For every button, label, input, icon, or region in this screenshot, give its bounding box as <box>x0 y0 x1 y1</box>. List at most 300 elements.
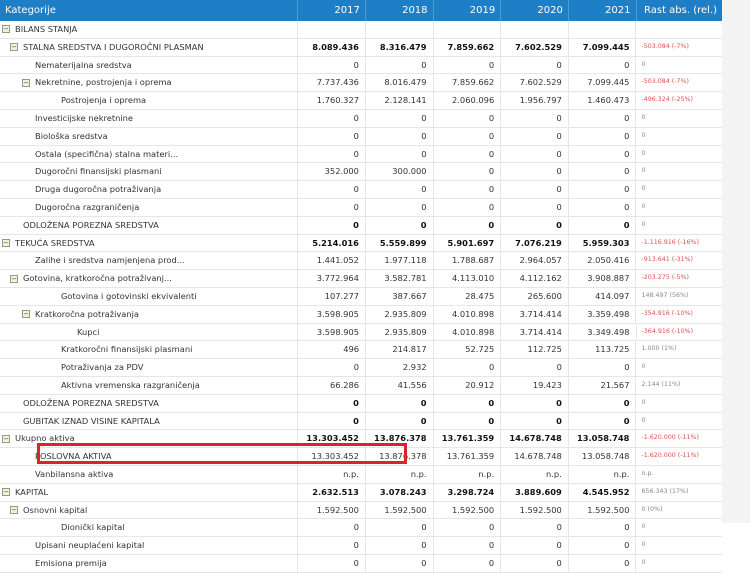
value-2021: 113.725 <box>569 341 637 358</box>
row-category <box>0 163 298 180</box>
value-2019: 52.725 <box>434 341 502 358</box>
row-category <box>0 21 298 38</box>
table-row[interactable] <box>0 181 722 199</box>
rast-cell <box>636 163 722 180</box>
value-2018: 3.582.781 <box>366 270 434 287</box>
value-2018: 0 <box>366 217 434 234</box>
value-2017: 0 <box>298 110 366 127</box>
value-2021: 0 <box>569 395 637 412</box>
value-2021: 0 <box>569 163 637 180</box>
rast-cell <box>636 92 721 109</box>
value-2018: 2.932 <box>366 359 434 376</box>
row-label: Dionički kapital <box>61 522 125 533</box>
value-2021: 7.099.445 <box>569 39 637 56</box>
collapse-toggle-icon[interactable]: − <box>23 78 29 87</box>
value-2017: 1.441.052 <box>298 252 366 269</box>
rast-value: 656.343 (17%) <box>641 487 689 495</box>
rast-cell <box>636 341 721 358</box>
value-2020: 7.602.529 <box>501 39 569 56</box>
value-2017: 107.277 <box>298 288 366 305</box>
value-2019: 0 <box>434 555 502 572</box>
value-2017: 2.632.513 <box>298 484 366 501</box>
rast-value: 0 <box>641 220 646 228</box>
value-2018: 0 <box>366 110 434 127</box>
value-2021: 0 <box>569 413 637 430</box>
row-label: Dugoročni finansijski plasmani <box>35 166 162 177</box>
value-2019: 2.060.096 <box>434 92 502 109</box>
table-row[interactable] <box>0 110 722 128</box>
table-row[interactable] <box>0 57 722 75</box>
value-2018: 41.556 <box>366 377 434 394</box>
row-label: Aktivna vremenska razgraničenja <box>61 379 200 390</box>
value-2020: 7.602.529 <box>501 74 569 91</box>
value-2021: 0 <box>569 181 637 198</box>
value-2021: 0 <box>569 217 637 234</box>
table-row[interactable] <box>0 92 722 110</box>
rast-cell <box>636 502 722 519</box>
table-row[interactable] <box>0 324 722 342</box>
rast-value: 1.000 (1%) <box>641 345 677 353</box>
row-label: Emisiona premija <box>35 557 107 568</box>
value-2017 <box>298 21 366 38</box>
collapse-toggle-icon[interactable]: − <box>11 505 17 514</box>
rast-value: 0 <box>641 541 646 549</box>
value-2018: 0 <box>366 537 434 554</box>
value-2017: 0 <box>298 395 366 412</box>
value-2019: n.p. <box>434 466 502 483</box>
rast-cell <box>636 146 722 163</box>
value-2019: 20.912 <box>434 377 502 394</box>
collapse-toggle-icon[interactable]: − <box>11 274 17 283</box>
collapse-toggle-icon[interactable]: − <box>3 488 9 497</box>
value-2020: 1.592.500 <box>501 502 569 519</box>
row-category <box>0 128 298 145</box>
row-label: BILANS STANJA <box>15 24 78 34</box>
row-label: TEKUĆA SREDSTVA <box>15 237 95 248</box>
value-2018: 0 <box>366 146 434 163</box>
value-2021: 0 <box>569 555 637 572</box>
table-row[interactable] <box>0 252 722 270</box>
table-row[interactable] <box>0 466 722 484</box>
value-2019: 0 <box>434 537 502 554</box>
value-2017: 3.772.964 <box>298 270 366 287</box>
row-category <box>0 519 298 536</box>
rast-cell <box>636 395 722 412</box>
collapse-toggle-icon[interactable]: − <box>3 238 9 247</box>
collapse-toggle-icon[interactable]: − <box>3 434 9 443</box>
row-label: Kratkoročna potraživanja <box>35 308 140 319</box>
rast-value: -1.116.916 (-16%) <box>641 238 699 246</box>
rast-cell <box>636 199 722 216</box>
row-label: Upisani neuplaćeni kapital <box>35 540 145 551</box>
value-2020: 3.714.414 <box>501 324 569 341</box>
rast-value: -503.084 (-7%) <box>641 78 689 86</box>
rast-cell <box>636 519 721 536</box>
rast-value: 0 <box>641 558 646 566</box>
rast-value: 0 <box>641 167 646 175</box>
table-row[interactable] <box>0 341 722 359</box>
value-2017: 1.592.500 <box>298 502 366 519</box>
table-header <box>0 0 722 21</box>
value-2017: 13.303.452 <box>298 448 366 465</box>
row-label: Nematerijalna sredstva <box>35 59 132 70</box>
collapse-toggle-icon[interactable]: − <box>11 43 17 52</box>
value-2017: 0 <box>298 217 366 234</box>
row-label: Gotovina, kratkoročna potraživanj... <box>23 273 172 284</box>
row-category <box>0 555 298 572</box>
rast-cell <box>636 377 721 394</box>
row-category <box>0 110 298 127</box>
table-row[interactable] <box>0 502 722 520</box>
value-2020: 0 <box>501 519 569 536</box>
value-2021: 3.908.887 <box>569 270 637 287</box>
value-2018: 0 <box>366 413 434 430</box>
value-2018: n.p. <box>366 466 434 483</box>
table-row[interactable] <box>0 359 722 377</box>
value-2019: 4.010.898 <box>434 306 502 323</box>
row-category <box>0 181 298 198</box>
value-2020: 19.423 <box>501 377 569 394</box>
value-2017: 66.286 <box>298 377 366 394</box>
value-2019: 0 <box>434 395 502 412</box>
value-2019: 5.901.697 <box>434 235 502 252</box>
value-2018: 5.559.899 <box>366 235 434 252</box>
value-2019: 13.761.359 <box>434 448 502 465</box>
table-row[interactable] <box>0 270 722 288</box>
rast-cell <box>636 217 722 234</box>
row-label: Ostala (specifična) stalna materi... <box>35 148 179 159</box>
value-2017: 3.598.905 <box>298 324 366 341</box>
value-2020: 14.678.748 <box>501 448 569 465</box>
value-2017: 0 <box>298 199 366 216</box>
table-row[interactable] <box>0 413 722 431</box>
rast-value: 0 (0%) <box>641 505 663 513</box>
table-row[interactable] <box>0 377 722 395</box>
row-label: Nekretnine, postrojenja i oprema <box>35 77 172 88</box>
row-category <box>0 502 298 519</box>
value-2017: 7.737.436 <box>298 74 366 91</box>
row-label: Investicijske nekretnine <box>35 112 134 123</box>
value-2018: 2.128.141 <box>366 92 434 109</box>
value-2020: 0 <box>501 57 569 74</box>
rast-value: 2.144 (11%) <box>641 380 681 388</box>
value-2018: 1.977.118 <box>366 252 434 269</box>
value-2017: 0 <box>298 413 366 430</box>
value-2018: 13.876.378 <box>366 448 434 465</box>
value-2019: 0 <box>434 128 502 145</box>
table-row[interactable] <box>0 21 722 39</box>
row-category <box>0 146 298 163</box>
rast-value: -1.620.000 (-11%) <box>641 434 699 442</box>
rast-cell <box>636 359 721 376</box>
value-2021: 414.097 <box>569 288 637 305</box>
value-2021 <box>569 21 637 38</box>
value-2020: 0 <box>501 537 569 554</box>
row-category <box>0 217 298 234</box>
value-2020: 0 <box>501 163 569 180</box>
table-row[interactable] <box>0 146 722 164</box>
value-2020: 112.725 <box>501 341 569 358</box>
rast-cell <box>636 128 722 145</box>
value-2018: 2.935.809 <box>366 306 434 323</box>
value-2021: 0 <box>569 537 637 554</box>
row-label: ODLOŽENA PORЕZNA SREDSTVA <box>23 219 159 230</box>
value-2019: 0 <box>434 181 502 198</box>
value-2019: 0 <box>434 163 502 180</box>
row-category <box>0 413 298 430</box>
value-2018: 13.876.378 <box>366 430 434 447</box>
row-category <box>0 199 298 216</box>
row-category <box>0 288 298 305</box>
row-label: Dugoročna razgraničenja <box>35 201 140 212</box>
rast-cell <box>636 448 722 465</box>
value-2021: 3.349.498 <box>569 324 637 341</box>
rast-value: 0 <box>641 113 646 121</box>
value-2020: 0 <box>501 359 569 376</box>
rast-value: -503.084 (-7%) <box>641 42 689 50</box>
table-row[interactable] <box>0 199 722 217</box>
value-2021: 7.099.445 <box>569 74 637 91</box>
value-2018: 8.316.479 <box>366 39 434 56</box>
table-body <box>0 21 722 573</box>
value-2018: 0 <box>366 555 434 572</box>
row-label: Biološka sredstva <box>35 130 108 141</box>
row-label: ODLOŽENA PORЕZNA SREDSTVA <box>23 397 159 408</box>
value-2019: 1.788.687 <box>434 252 502 269</box>
highlight-box-kapital <box>37 443 407 464</box>
table-row[interactable] <box>0 128 722 146</box>
table-row[interactable] <box>0 39 722 57</box>
value-2020: 0 <box>501 413 569 430</box>
value-2017: 8.089.436 <box>298 39 366 56</box>
row-label: Zalihe i sredstva namjenjena prod... <box>35 255 185 266</box>
row-category <box>0 74 298 91</box>
rast-value: 0 <box>641 149 646 157</box>
row-category <box>0 57 298 74</box>
rast-value: -913.641 (-31%) <box>641 256 693 264</box>
value-2018: 8.016.479 <box>366 74 434 91</box>
value-2020: 0 <box>501 128 569 145</box>
value-2017: 496 <box>298 341 366 358</box>
value-2017: 0 <box>298 146 366 163</box>
rast-value: 0 <box>641 523 646 531</box>
table-row[interactable] <box>0 537 722 555</box>
scrollbar-track[interactable] <box>722 0 750 523</box>
value-2020: 0 <box>501 395 569 412</box>
value-2019: 0 <box>434 359 502 376</box>
row-label: Kupci <box>77 326 100 337</box>
value-2019: 1.592.500 <box>434 502 502 519</box>
value-2021: 4.545.952 <box>569 484 637 501</box>
value-2021: 13.058.748 <box>569 448 637 465</box>
header-year-2018[interactable]: 2018 <box>366 0 434 21</box>
table-row[interactable] <box>0 288 722 306</box>
value-2017: 3.598.905 <box>298 306 366 323</box>
value-2021: 2.050.416 <box>569 252 637 269</box>
row-category <box>0 466 298 483</box>
value-2020: 0 <box>501 181 569 198</box>
value-2017: 0 <box>298 359 366 376</box>
collapse-toggle-icon[interactable]: − <box>3 25 9 34</box>
value-2021: 0 <box>569 57 637 74</box>
rast-value: -203.275 (-5%) <box>641 274 689 282</box>
value-2018: 0 <box>366 395 434 412</box>
value-2017: 0 <box>298 181 366 198</box>
value-2019: 0 <box>434 199 502 216</box>
value-2020: 0 <box>501 110 569 127</box>
rast-value: 148.497 (56%) <box>641 291 689 299</box>
value-2018: 0 <box>366 199 434 216</box>
row-category <box>0 395 298 412</box>
rast-value: 0 <box>641 185 646 193</box>
value-2018: 300.000 <box>366 163 434 180</box>
row-label: Gotovina i gotovinski ekvivalenti <box>61 290 197 301</box>
rast-value: 0 <box>641 363 646 371</box>
row-category <box>0 484 298 501</box>
table-row[interactable] <box>0 519 722 537</box>
table-row[interactable] <box>0 306 722 324</box>
header-year-2017[interactable]: 2017 <box>298 0 366 21</box>
rast-value: 0 <box>641 416 646 424</box>
header-year-2020[interactable]: 2020 <box>501 0 569 21</box>
value-2020: 0 <box>501 199 569 216</box>
value-2020: 3.889.609 <box>501 484 569 501</box>
value-2019: 4.010.898 <box>434 324 502 341</box>
row-category <box>0 359 298 376</box>
value-2021: 3.359.498 <box>569 306 637 323</box>
value-2021: 0 <box>569 110 637 127</box>
rast-cell <box>636 252 722 269</box>
row-category <box>0 324 298 341</box>
value-2021: 0 <box>569 519 637 536</box>
rast-cell <box>636 413 722 430</box>
value-2020 <box>501 21 569 38</box>
value-2018 <box>366 21 434 38</box>
row-category <box>0 341 298 358</box>
row-label: Osnovni kapital <box>23 504 88 515</box>
table-row[interactable] <box>0 235 722 253</box>
value-2021: 0 <box>569 128 637 145</box>
row-category <box>0 306 298 323</box>
value-2020: 4.112.162 <box>501 270 569 287</box>
value-2018: 214.817 <box>366 341 434 358</box>
row-label: GUBITAK IZNAD VISINE KAPITALA <box>23 415 160 426</box>
row-label: KAPITAL <box>15 486 49 497</box>
rast-cell <box>636 39 722 56</box>
value-2019: 13.761.359 <box>434 430 502 447</box>
value-2019: 0 <box>434 146 502 163</box>
value-2019: 7.859.662 <box>434 74 502 91</box>
value-2019: 4.113.010 <box>434 270 502 287</box>
value-2017: 0 <box>298 537 366 554</box>
value-2017: 352.000 <box>298 163 366 180</box>
collapse-toggle-icon[interactable]: − <box>23 310 29 319</box>
value-2018: 0 <box>366 181 434 198</box>
row-category <box>0 377 298 394</box>
value-2017: 13.303.452 <box>298 430 366 447</box>
value-2020: 14.678.748 <box>501 430 569 447</box>
table-row[interactable] <box>0 395 722 413</box>
rast-cell <box>636 288 721 305</box>
rast-value: -364.916 (-10%) <box>641 327 694 335</box>
rast-cell <box>636 555 722 572</box>
row-label: Ukupno aktiva <box>15 433 75 444</box>
rast-value: 0 <box>641 131 646 139</box>
row-label: POSLOVNA AKTIVA <box>35 451 112 462</box>
value-2018: 0 <box>366 57 434 74</box>
value-2021: 21.567 <box>569 377 637 394</box>
value-2020: 2.964.057 <box>501 252 569 269</box>
rast-cell <box>636 110 722 127</box>
row-category <box>0 252 298 269</box>
value-2021: 5.959.303 <box>569 235 637 252</box>
value-2019: 0 <box>434 519 502 536</box>
rast-cell <box>636 57 722 74</box>
value-2017: 0 <box>298 519 366 536</box>
value-2021: 0 <box>569 359 637 376</box>
row-label: STALNA SREDSTVA I DUGOROČNI PLASMAN <box>23 41 204 52</box>
value-2019: 0 <box>434 217 502 234</box>
row-label: Potraživanja za PDV <box>61 362 144 373</box>
value-2020: 3.714.414 <box>501 306 569 323</box>
rast-value: -1.620.000 (-11%) <box>641 452 699 460</box>
header-rast[interactable]: Rast abs. (rel.) <box>644 5 718 16</box>
value-2021: 0 <box>569 146 637 163</box>
value-2020: 1.956.797 <box>501 92 569 109</box>
rast-cell <box>636 235 722 252</box>
value-2017: 0 <box>298 128 366 145</box>
row-label: Vanbilansna aktiva <box>35 468 114 479</box>
header-year-2019[interactable]: 2019 <box>434 0 502 21</box>
row-label: Druga dugoročna potraživanja <box>35 184 162 195</box>
rast-cell <box>636 430 722 447</box>
table-row[interactable] <box>0 163 722 181</box>
value-2021: 1.460.473 <box>569 92 637 109</box>
value-2020: 7.076.219 <box>501 235 569 252</box>
rast-value: 0 <box>641 202 646 210</box>
rast-cell <box>636 306 722 323</box>
rast-cell <box>636 74 722 91</box>
value-2020: 265.600 <box>501 288 569 305</box>
value-2020: 0 <box>501 217 569 234</box>
value-2018: 0 <box>366 128 434 145</box>
row-category <box>0 537 298 554</box>
value-2019: 3.298.724 <box>434 484 502 501</box>
value-2017: 1.760.327 <box>298 92 366 109</box>
value-2021: 1.592.500 <box>569 502 637 519</box>
header-category[interactable]: Kategorije <box>0 0 298 21</box>
value-2017: 0 <box>298 555 366 572</box>
table-row[interactable] <box>0 74 722 92</box>
value-2021: 0 <box>569 199 637 216</box>
rast-cell <box>637 324 722 341</box>
value-2019: 0 <box>434 57 502 74</box>
value-2020: 0 <box>501 146 569 163</box>
rast-value: -354.916 (-10%) <box>641 309 693 317</box>
rast-cell <box>636 270 722 287</box>
table-row[interactable] <box>0 484 722 502</box>
table-row[interactable] <box>0 555 722 573</box>
value-2019: 28.475 <box>434 288 502 305</box>
header-year-2021[interactable]: 2021 <box>569 0 637 21</box>
row-category <box>0 235 298 252</box>
table-row[interactable] <box>0 217 722 235</box>
rast-cell <box>636 537 722 554</box>
value-2020: 0 <box>501 555 569 572</box>
value-2017: 5.214.016 <box>298 235 366 252</box>
rast-value: -496.324 (-25%) <box>641 96 693 104</box>
row-category <box>0 270 298 287</box>
